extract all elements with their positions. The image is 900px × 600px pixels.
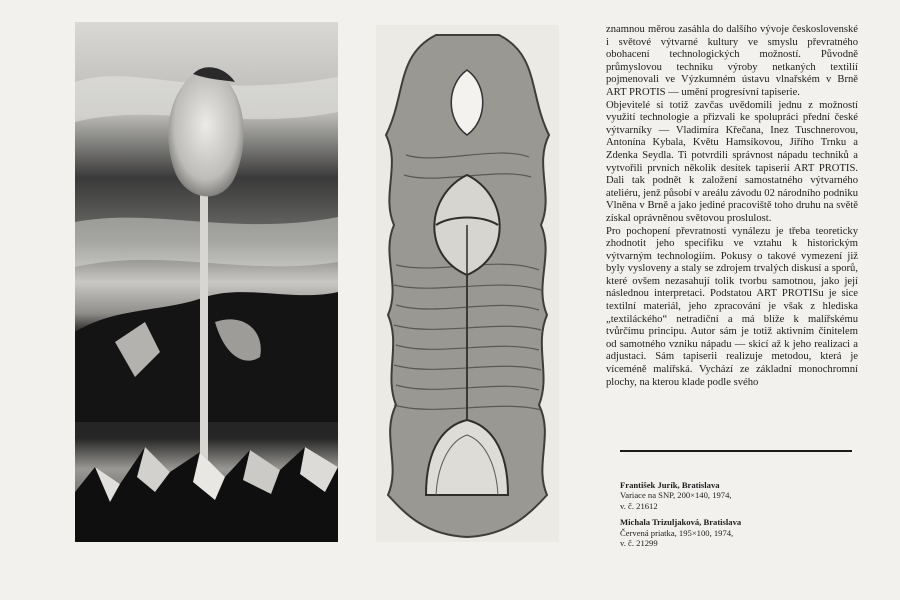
body-paragraph: Objevitelé si totiž zavčas uvědomili jednu z možností využití technologie a přizvali ke spolupráci přední české výtvarníky — Vladimíra Křečana, Inez Tuschnerovou, Antonína Kybala, Květu Hamsíkovou, Jiřího Trnku a Zdenka Seydla. Ti potvrdili správnost nápadu techniků a vytvořili prvních několik desítek tapiserií ART PROTIS. Dali tak podnět k založení samostatného výtvarného ateliéru, jenž působí v areálu závodu 02 národního podniku Vlněna v Brně a jako jediné pracoviště toho druhu na světě získal oprávněnou světovou proslulost. xyxy=(606,99,858,224)
caption-1 xyxy=(620,480,860,511)
caption-details: v. č. 21612 xyxy=(620,500,658,511)
body-paragraph: Pro pochopení převratnosti vynálezu je třeba teoreticky zhodnotit jeho specifiku ve vztahu k historickým výtvarným technologiím. Pokusy o takové vymezení již byly vysloveny a staly se zdrojem trvalých diskusí a sporů, které ovšem nezasahují tolik tvorbu samotnou, jako její následnou interpretaci. Podstatou ART PROTISu je sice textilní materiál, jeho zpracování je však z hlediska „textiláckého“ netradiční a má blíže k malířskému tvůrčímu principu. Autor sám je totiž aktivním činitelem od samotného vzniku nápadu — skicí až k jeho realizaci a adjustaci. Sám tapiserii realizuje metodou, která je víceméně malířská. Vychází ze základní monochromní plochy, na kterou klade podle svého xyxy=(606,225,858,388)
artwork-captions xyxy=(620,480,860,554)
body-paragraph: znamnou měrou zasáhla do dalšího vývoje československé i světové výtvarné kultury ve smyslu převratného obohacení technologických možností. Původně průmyslovou techniku výroby netkaných textilií pojmenovali ve Výzkumném ústavu vlnařském v Brně ART PROTIS — umění progresívní tapiserie. xyxy=(606,24,858,98)
caption-author: František Jurík, Bratislava xyxy=(620,480,720,490)
caption-2 xyxy=(620,517,860,548)
article-body xyxy=(606,24,858,389)
caption-divider xyxy=(620,450,852,452)
artwork-variace-na-snp xyxy=(75,22,338,542)
artwork-cervena-priatka xyxy=(376,25,559,542)
tapestry-symmetric-image xyxy=(376,25,559,542)
tapestry-landscape-image xyxy=(75,22,338,542)
caption-details: v. č. 21299 xyxy=(620,538,658,549)
caption-work: Červená priatka, 195×100, 1974, xyxy=(620,527,734,538)
caption-author: Michala Trizuljaková, Bratislava xyxy=(620,517,742,528)
caption-work: Variace na SNP, 200×140, 1974, xyxy=(620,490,732,501)
